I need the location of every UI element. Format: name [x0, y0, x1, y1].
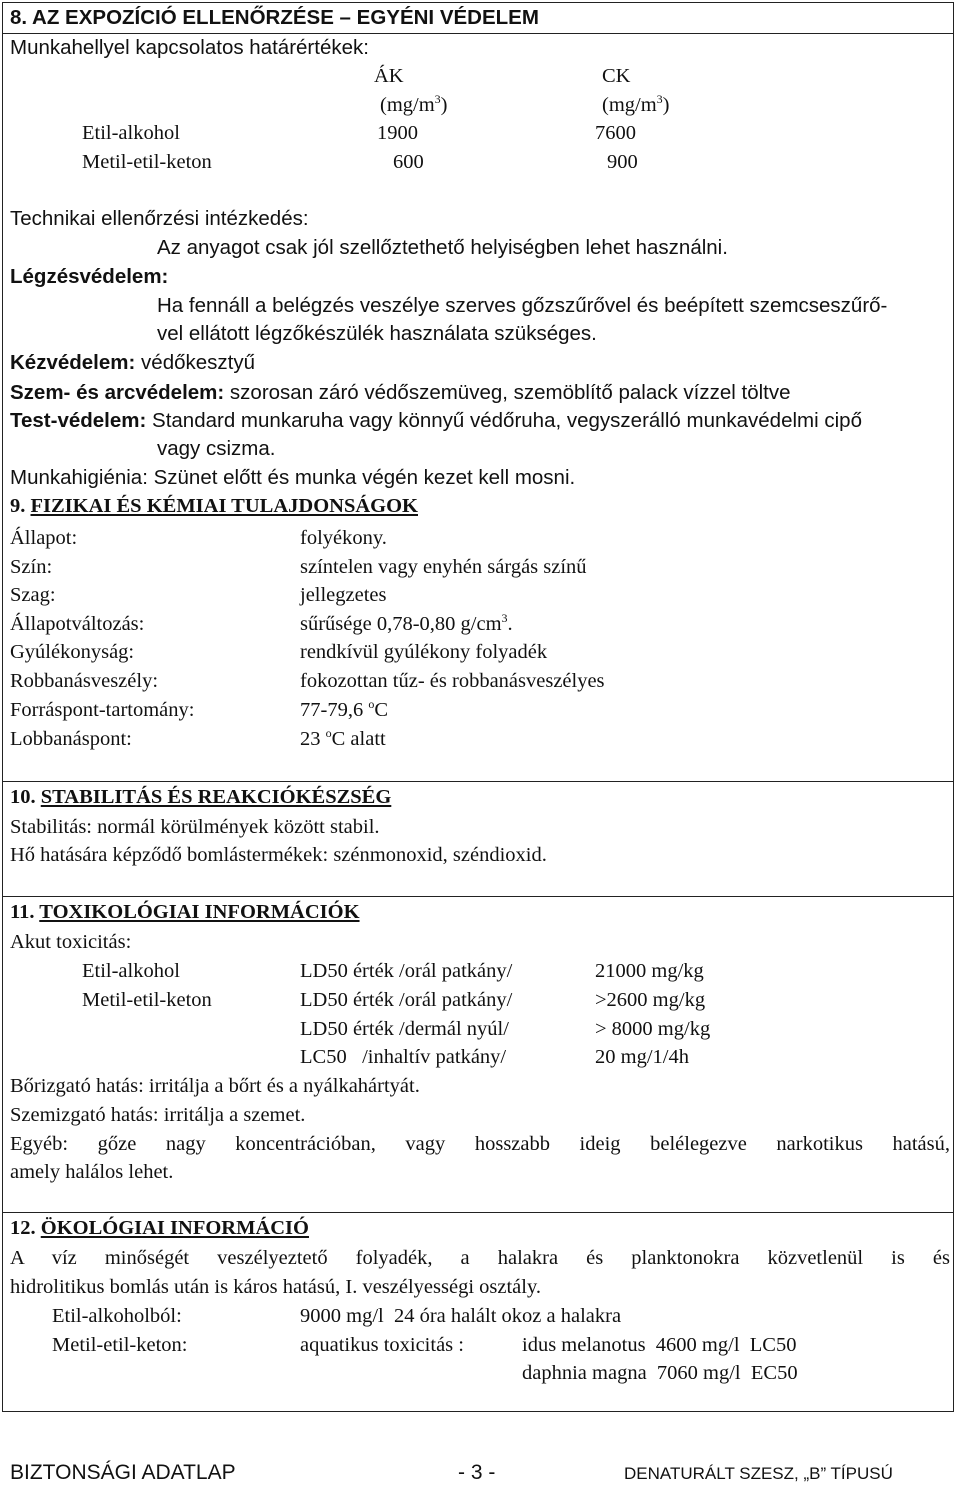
limit-row-name: Metil-etil-keton [82, 151, 212, 173]
limit-row-ck: 7600 [595, 122, 636, 144]
prop-value: sűrűsége 0,78-0,80 $g/cm^3$. [300, 611, 513, 635]
other-effects-line-1: Egyéb: gőze nagy koncentrációban, vagy hosszabb ideig belélegezve narkotikus hatású, [10, 1133, 950, 1155]
tech-control-label: Technikai ellenőrzési intézkedés: [10, 207, 309, 230]
eco-mek-idus: idus melanotus 4600 mg/l LC50 [522, 1334, 797, 1356]
prop-label: Forráspont-tartomány: [10, 699, 195, 721]
eco-line-1: A víz minőségét veszélyeztető folyadék, a halakra és planktonokra közvetlenül is és [10, 1247, 950, 1269]
ck-unit: $(mg/m^3)$ [602, 92, 670, 116]
respiratory-line-1: Ha fennáll a belégzés veszélye szerves gőzszűrővel és beépített szemcseszűrő- [157, 294, 888, 317]
eco-line-2: hidrolitikus bomlás után is káros hatású, I. veszélyességi osztály. [10, 1276, 541, 1298]
body-protection-cont: vagy csizma. [157, 437, 276, 460]
ck-header: CK [602, 65, 631, 87]
limit-row-ck: 900 [607, 151, 638, 173]
section-12-title: 12. ÖKOLÓGIAI INFORMÁCIÓ [10, 1217, 309, 1239]
section-9-title: 9. FIZIKAI ÉS KÉMIAI TULAJDONSÁGOK [10, 495, 418, 517]
prop-label: Gyúlékonyság: [10, 641, 135, 663]
eye-protection: Szem- és arcvédelem: szorosan záró védőszemüveg, szemöblítő palack vízzel töltve [10, 381, 791, 404]
other-effects-line-2: amely halálos lehet. [10, 1161, 174, 1183]
eco-mek-value: aquatikus toxicitás : [300, 1334, 464, 1356]
prop-value: jellegzetes [300, 584, 387, 606]
tech-control-text: Az anyagot csak jól szellőztethető helyiségben lehet használni. [157, 236, 728, 259]
limit-values-intro: Munkahellyel kapcsolatos határértékek: [10, 36, 369, 59]
ak-header: ÁK [374, 65, 404, 87]
section-12-rule [2, 1212, 954, 1213]
body-protection: Test-védelem: Standard munkaruha vagy könnyű védőruha, vegyszerálló munkavédelmi cipő [10, 409, 862, 432]
prop-label: Állapotváltozás: [10, 613, 145, 635]
stability-line: Stabilitás: normál körülmények között stabil. [10, 816, 380, 838]
tox-row-test: LD50 érték /dermál nyúl/ [300, 1018, 509, 1040]
prop-value: folyékony. [300, 527, 387, 549]
limit-row-name: Etil-alkohol [82, 122, 180, 144]
limit-row-ak: 600 [393, 151, 424, 173]
tox-row-test: LD50 érték /orál patkány/ [300, 989, 513, 1011]
section-10-title: 10. STABILITÁS ÉS REAKCIÓKÉSZSÉG [10, 786, 392, 808]
eco-ethanol-value: 9000 mg/l 24 óra halált okoz a halakra [300, 1305, 622, 1327]
tox-row-test: LC50 /inhaltív patkány/ [300, 1046, 507, 1068]
section-10-rule [2, 781, 954, 782]
prop-value: rendkívül gyúlékony folyadék [300, 641, 548, 663]
prop-label: Szín: [10, 556, 53, 578]
section-11-rule [2, 896, 954, 897]
eco-mek-daphnia: daphnia magna 7060 mg/l EC50 [522, 1362, 798, 1384]
hand-protection: Kézvédelem: védőkesztyű [10, 351, 255, 374]
prop-value: fokozottan tűz- és robbanásveszélyes [300, 670, 605, 692]
eye-irritation: Szemizgató hatás: irritálja a szemet. [10, 1104, 306, 1126]
prop-label: Állapot: [10, 527, 78, 549]
tox-row-test: LD50 érték /orál patkány/ [300, 960, 513, 982]
tox-row-value: 21000 mg/kg [595, 960, 704, 982]
respiratory-label: Légzésvédelem: [10, 265, 169, 288]
ak-unit: $(mg/m^3)$ [380, 92, 448, 116]
prop-label: Robbanásveszély: [10, 670, 159, 692]
eco-mek-label: Metil-etil-keton: [52, 1334, 188, 1356]
tox-row-name: Etil-alkohol [82, 960, 180, 982]
prop-value: színtelen vagy enyhén sárgás színű [300, 556, 587, 578]
tox-row-value: >2600 mg/kg [595, 989, 706, 1011]
prop-label: Lobbanáspont: [10, 728, 132, 750]
skin-irritation: Bőrizgató hatás: irritálja a bőrt és a nyálkahártyát. [10, 1075, 420, 1097]
hygiene-text: Munkahigiénia: Szünet előtt és munka végén kezet kell mosni. [10, 466, 576, 489]
section-8-title: 8. AZ EXPOZÍCIÓ ELLENŐRZÉSE – EGYÉNI VÉDELEM [10, 6, 539, 29]
page-number: - 3 - [458, 1461, 496, 1484]
prop-value: 77-79,6 $^o$C [300, 697, 389, 721]
section-11-title: 11. TOXIKOLÓGIAI INFORMÁCIÓK [10, 901, 360, 923]
decomposition-line: Hő hatására képződő bomlástermékek: szénmonoxid, széndioxid. [10, 844, 547, 866]
limit-row-ak: 1900 [377, 122, 418, 144]
tox-row-name: Metil-etil-keton [82, 989, 212, 1011]
prop-value: 23 $^o$C alatt [300, 726, 386, 750]
eco-ethanol-label: Etil-alkoholból: [52, 1305, 182, 1327]
section-8-rule [2, 33, 954, 34]
prop-label: Szag: [10, 584, 56, 606]
acute-toxicity-label: Akut toxicitás: [10, 931, 132, 953]
respiratory-line-2: vel ellátott légzőkészülék használata szükséges. [157, 322, 597, 345]
tox-row-value: 20 mg/1/4h [595, 1046, 689, 1068]
tox-row-value: > 8000 mg/kg [595, 1018, 711, 1040]
footer-right: DENATURÁLT SZESZ, „B” TÍPUSÚ [624, 1464, 893, 1483]
footer-left: BIZTONSÁGI ADATLAP [10, 1461, 236, 1484]
